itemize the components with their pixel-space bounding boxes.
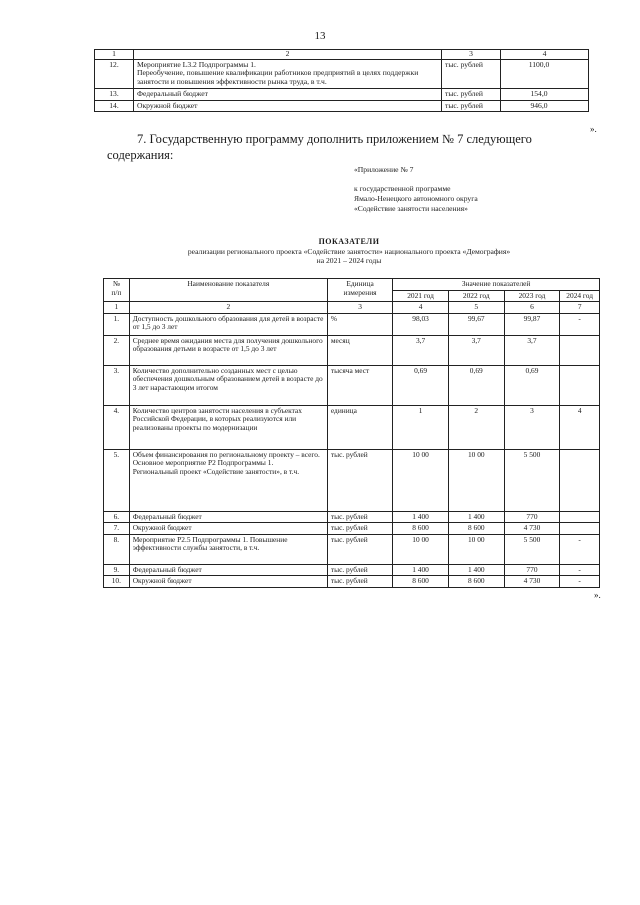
header-year-2022: 2022 год <box>448 290 504 302</box>
row-name: Федеральный бюджет <box>129 511 327 523</box>
row-value-2023: 0,69 <box>504 365 560 405</box>
indicators-table <box>103 278 600 588</box>
row-value-2024: - <box>560 313 600 335</box>
row-value-2022: 99,67 <box>448 313 504 335</box>
row-value-2023: 5 500 <box>504 534 560 564</box>
header-year-2023: 2023 год <box>504 290 560 302</box>
row-value-2022: 3,7 <box>448 335 504 365</box>
row-name: Окружной бюджет <box>134 100 442 112</box>
header-num: № п/п <box>104 279 130 302</box>
row-value-2023: 5 500 <box>504 449 560 511</box>
col-number: 7 <box>560 302 600 314</box>
row-name: Окружной бюджет <box>129 576 327 588</box>
row-name: Мероприятие Р2.5 Подпрограммы 1. Повышение эффективности службы занятости, в т.ч. <box>129 534 327 564</box>
col-number: 4 <box>393 302 449 314</box>
col-number: 5 <box>448 302 504 314</box>
table-row <box>104 511 600 523</box>
header-year-2024: 2024 год <box>560 290 600 302</box>
row-value-2024: - <box>560 576 600 588</box>
table-row <box>95 88 589 100</box>
row-value-2024: - <box>560 564 600 576</box>
row-value: 946,0 <box>501 100 589 112</box>
top-header-col-1: 1 <box>95 50 134 60</box>
header-unit: Единица измерения <box>327 279 392 302</box>
section-7-line-2: содержания: <box>107 147 174 162</box>
row-unit: тыс. рублей <box>327 449 392 511</box>
table-row <box>104 313 600 335</box>
row-value-2021: 1 400 <box>393 564 449 576</box>
row-value-2021: 1 400 <box>393 511 449 523</box>
header-name: Наименование показателя <box>129 279 327 302</box>
header-year-2021: 2021 год <box>393 290 449 302</box>
appendix-block <box>354 165 594 213</box>
top-header-col-4: 4 <box>501 50 589 60</box>
appendix-title: «Приложение № 7 <box>354 165 414 174</box>
header-values-label: Значение показателей <box>393 279 600 291</box>
page-number: 13 <box>314 30 326 42</box>
row-value-2024 <box>560 449 600 511</box>
row-number: 2. <box>104 335 130 365</box>
row-value-2021: 3,7 <box>393 335 449 365</box>
row-value-2022: 10 00 <box>448 534 504 564</box>
indicators-heading <box>94 237 604 266</box>
row-value-2023: 770 <box>504 564 560 576</box>
row-value-2023: 4 730 <box>504 523 560 535</box>
row-number: 4. <box>104 405 130 449</box>
row-value-2024 <box>560 365 600 405</box>
table-row <box>104 576 600 588</box>
row-name: Количество дополнительно созданных мест с целью обеспечения дошкольным образованием детей в возрасте до 3 лет нарастающим итогом <box>129 365 327 405</box>
row-value-2021: 8 600 <box>393 576 449 588</box>
row-unit: тыс. рублей <box>327 564 392 576</box>
col-number: 3 <box>327 302 392 314</box>
row-name: Окружной бюджет <box>129 523 327 535</box>
row-value-2021: 10 00 <box>393 449 449 511</box>
row-value-2022: 2 <box>448 405 504 449</box>
top-header-col-3: 3 <box>442 50 501 60</box>
table-row <box>104 523 600 535</box>
row-number: 5. <box>104 449 130 511</box>
row-name: Мероприятие L3.2 Подпрограммы 1. Переобучение, повышение квалификации работников предприятий в целях поддержки занятости и повышения эффективности рынка труда, в т.ч. <box>134 59 442 88</box>
row-value: 1100,0 <box>501 59 589 88</box>
row-unit: тыс. рублей <box>442 88 501 100</box>
top-header-col-2: 2 <box>134 50 442 60</box>
appendix-line-3: «Содействие занятости населения» <box>354 203 468 213</box>
row-unit: тыс. рублей <box>442 100 501 112</box>
section-7-heading <box>107 132 597 163</box>
row-unit: тыс. рублей <box>327 534 392 564</box>
row-value-2023: 4 730 <box>504 576 560 588</box>
row-number: 3. <box>104 365 130 405</box>
row-name: Среднее время ожидания места для получения дошкольного образования детьми в возрасте от 1,5 до 3 лет <box>129 335 327 365</box>
row-value-2024: 4 <box>560 405 600 449</box>
row-value-2022: 1 400 <box>448 564 504 576</box>
table-row <box>104 365 600 405</box>
row-number: 9. <box>104 564 130 576</box>
table-row <box>104 564 600 576</box>
row-value-2022: 8 600 <box>448 576 504 588</box>
row-unit: месяц <box>327 335 392 365</box>
top-table-header <box>95 50 589 60</box>
row-value-2021: 98,03 <box>393 313 449 335</box>
table-header-row <box>104 279 600 291</box>
table-row <box>104 335 600 365</box>
row-value-2022: 8 600 <box>448 523 504 535</box>
row-value-2022: 0,69 <box>448 365 504 405</box>
row-value-2021: 0,69 <box>393 365 449 405</box>
appendix-line-1: к государственной программе <box>354 183 451 193</box>
indicators-title: ПОКАЗАТЕЛИ <box>318 237 380 246</box>
appendix-line-2: Ямало-Ненецкого автономного округа <box>354 193 478 203</box>
row-number: 13. <box>95 88 134 100</box>
row-value-2023: 99,87 <box>504 313 560 335</box>
row-name: Количество центров занятости населения в субъектах Российской Федерации, в которых реализуются или реализованы проекты по модернизации <box>129 405 327 449</box>
section-7-line-1: 7. Государственную программу дополнить приложением № 7 следующего <box>137 132 532 146</box>
table-row <box>104 534 600 564</box>
indicators-line-2: на 2021 – 2024 годы <box>316 256 382 266</box>
table-row <box>104 449 600 511</box>
row-number: 12. <box>95 59 134 88</box>
col-number: 6 <box>504 302 560 314</box>
top-table <box>94 49 589 112</box>
row-number: 8. <box>104 534 130 564</box>
row-value-2021: 8 600 <box>393 523 449 535</box>
row-value-2023: 770 <box>504 511 560 523</box>
col-number: 1 <box>104 302 130 314</box>
row-number: 14. <box>95 100 134 112</box>
row-unit: тыс. рублей <box>327 511 392 523</box>
row-value-2024 <box>560 511 600 523</box>
row-value-2024: - <box>560 534 600 564</box>
row-value-2022: 10 00 <box>448 449 504 511</box>
row-value-2021: 10 00 <box>393 534 449 564</box>
table-row <box>95 100 589 112</box>
row-number: 6. <box>104 511 130 523</box>
table-row <box>95 59 589 88</box>
indicators-line-1: реализации регионального проекта «Содействие занятости» национального проекта «Демография» <box>187 247 511 256</box>
row-name: Доступность дошкольного образования для детей в возрасте от 1,5 до 3 лет <box>129 313 327 335</box>
row-unit: тыс. рублей <box>442 59 501 88</box>
row-value: 154,0 <box>501 88 589 100</box>
row-unit: тыс. рублей <box>327 523 392 535</box>
row-unit: тысяча мест <box>327 365 392 405</box>
row-name: Федеральный бюджет <box>129 564 327 576</box>
col-number: 2 <box>129 302 327 314</box>
row-value-2022: 1 400 <box>448 511 504 523</box>
column-numbers-row <box>104 302 600 314</box>
row-number: 7. <box>104 523 130 535</box>
row-value-2024 <box>560 335 600 365</box>
row-value-2021: 1 <box>393 405 449 449</box>
row-value-2024 <box>560 523 600 535</box>
row-number: 1. <box>104 313 130 335</box>
row-unit: % <box>327 313 392 335</box>
end-quote-mark: ». <box>590 124 597 134</box>
row-value-2023: 3 <box>504 405 560 449</box>
table-row <box>104 405 600 449</box>
row-name: Объем финансирования по региональному проекту – всего. Основное мероприятие Р2 Подпрограммы 1. Региональный проект «Содействие занятости», в т.ч. <box>129 449 327 511</box>
row-value-2023: 3,7 <box>504 335 560 365</box>
row-unit: единица <box>327 405 392 449</box>
end-quote-mark-2: ». <box>594 590 601 600</box>
row-unit: тыс. рублей <box>327 576 392 588</box>
row-name: Федеральный бюджет <box>134 88 442 100</box>
row-number: 10. <box>104 576 130 588</box>
